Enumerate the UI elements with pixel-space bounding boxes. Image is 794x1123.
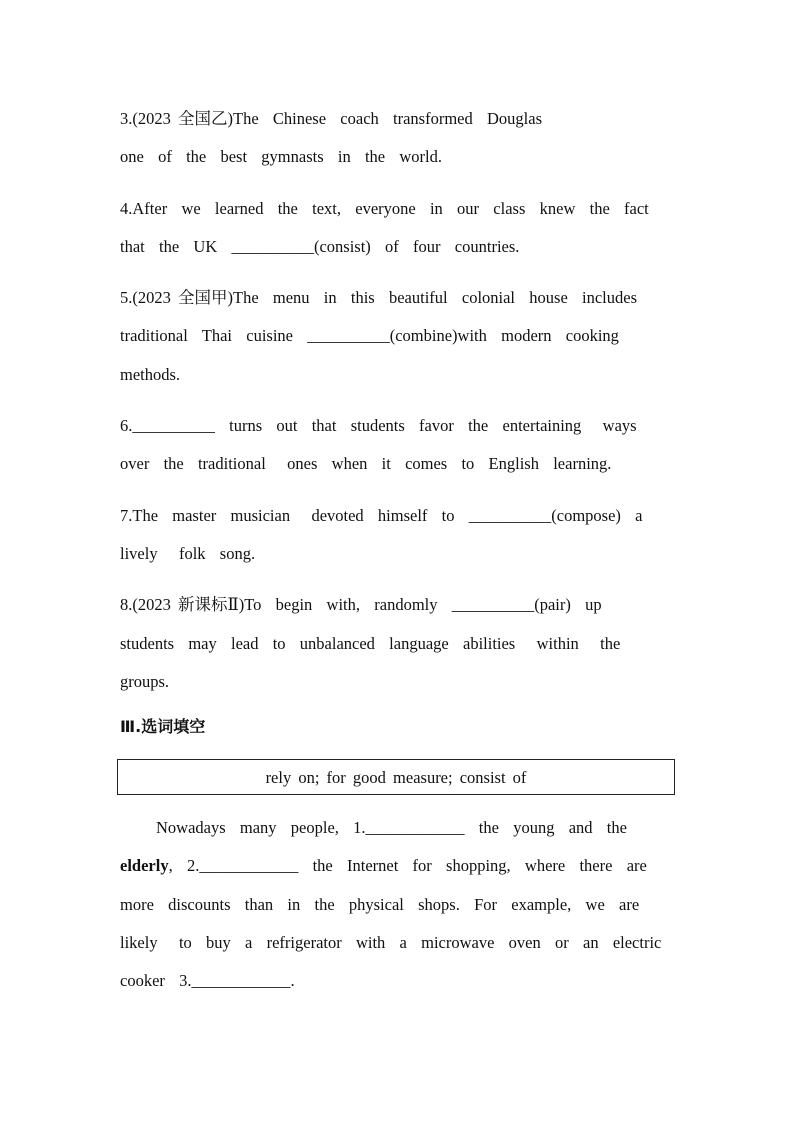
item-line: 5.(2023 全国甲)The menu in this beautiful colonial house includes	[120, 288, 637, 308]
item-5	[120, 279, 680, 394]
bold-word: elderly	[120, 856, 169, 876]
item-line: students may lead to unbalanced language abilities within the	[120, 633, 621, 653]
item-7	[120, 497, 680, 574]
item-line: 7.The master musician devoted himself to __________(compose) a	[120, 505, 643, 525]
item-line: groups.	[120, 671, 170, 691]
item-8	[120, 586, 680, 701]
exercise-page	[120, 100, 680, 1001]
item-line: traditional Thai cuisine __________(combine)with modern cooking	[120, 326, 619, 346]
section-heading: Ⅲ.选词填空	[120, 717, 206, 737]
passage-line: more discounts than in the physical shops. For example, we are	[120, 894, 640, 914]
item-line: 4.After we learned the text, everyone in our class knew the fact	[120, 198, 649, 218]
passage-line: likely to buy a refrigerator with a microwave oven or an electric	[120, 933, 662, 953]
item-4	[120, 190, 680, 267]
passage-text: , 2.____________ the Internet for shopping, where there are	[168, 856, 647, 876]
item-line: 3.(2023 全国乙)The Chinese coach transformed Douglas	[120, 109, 542, 128]
item-line: that the UK __________(consist) of four countries.	[120, 236, 520, 256]
item-line: 6.__________ turns out that students favor the entertaining ways	[120, 416, 637, 436]
passage-line: cooker 3.____________.	[120, 971, 295, 991]
passage-line	[120, 847, 680, 885]
item-line: 8.(2023 新课标Ⅱ)To begin with, randomly __________(pair) up	[120, 595, 602, 615]
item-line: one of the best gymnasts in the world.	[120, 147, 443, 167]
item-3	[120, 100, 680, 177]
passage-line: Nowadays many people, 1.____________ the young and the	[156, 818, 627, 838]
word-bank-box: rely on; for good measure; consist of	[117, 759, 675, 795]
item-6	[120, 407, 680, 484]
item-line: over the traditional ones when it comes to English learning.	[120, 454, 612, 474]
item-line: methods.	[120, 364, 181, 384]
cloze-passage	[120, 809, 680, 1000]
item-line: lively folk song.	[120, 543, 256, 563]
